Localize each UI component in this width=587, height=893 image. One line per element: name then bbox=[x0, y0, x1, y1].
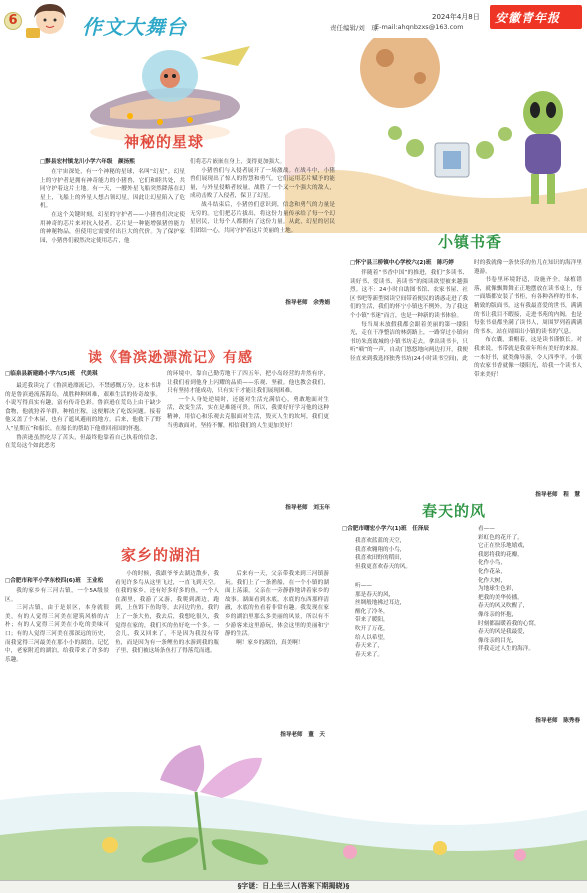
poem-stanza1: 我喜欢蓝蓝的天空， 我喜欢翱翔的小鸟， 我喜欢田野的稻田， 但我更喜欢春天的风。 bbox=[355, 538, 411, 570]
article3-title: 读《鲁滨逊漂流记》有感 bbox=[88, 350, 253, 366]
article2-col1 bbox=[350, 269, 468, 364]
article1-title: 神秘的星球 bbox=[124, 133, 205, 151]
article2-teacher: 指导老师 程 慧 bbox=[535, 492, 580, 498]
article1-para: 在宇宙深处，有一个神秘的星球，名叫“幻星”。幻星上的守护者是拥有神奇能力的小猪兽，它们和睦共处，共同守护着这片土地。有一天，一艘外星飞船突然降落在幻星上，飞船上的外星人想占领幻星，因此让幻星陷入了危机。 bbox=[40, 169, 185, 210]
article1-col2 bbox=[190, 158, 335, 235]
article4-para: 我的家乡有三河古镇，一个5A级景区。 bbox=[5, 588, 109, 603]
article2-title: 小镇书香 bbox=[438, 233, 503, 251]
article3-col2 bbox=[167, 370, 329, 430]
article4-col2 bbox=[115, 570, 219, 656]
article1-para: 战斗结束后，小猪兽们意识到，信念和勇气的力量是无穷的。它们把芯片拔出，将这份力量传承给了每一个幻星居民，让每个人都拥有了这份力量。从此，幻星的居民们团结一心，共同守护着这片美丽的土地。 bbox=[190, 201, 335, 234]
paper-name: 安徽青年报 bbox=[495, 11, 561, 25]
article5-teacher: 指导老师 陈秀春 bbox=[535, 718, 580, 724]
article2-para: 伴随着“书香中国”的推进，我们“多读书、读好书、爱读书、善读书”的阅读欲望被来越强烈。这不：24小时自助图书馆、农家书屋、社区书吧等新型阅读空间带着便民的诱惑走进了我们的生活，我们的怀宁小镇也不例外。为了我这个小镇“书迷”而言，也是一种新的读书体验。 bbox=[350, 270, 468, 319]
article4-byline: □合肥市和平小学东校四(6)班 王业松 bbox=[5, 578, 104, 584]
article2-para: 布衣囊，秉帽着，这是读书谨慎长。对我来说，书带就是我童年所有美好的来源。一本好书，就类像导游，令人四季平。小镇的农家书香就像一缕阳光，给我一个读书人带来美好！ bbox=[474, 337, 582, 378]
article3-para: 最近我读完了《鲁滨逊漂流记》，不禁感慨万分。这本书讲的是鲁滨逊流落海岛，战胜种种困难，艰难生活的传奇故事。小说写得真实有趣，富有传奇色彩。鲁滨逊在荒岛上由于缺少食物，他就狩养羊群，种植庄稼，这便解决了吃饭问题。接着他又盖了个木屋，也有了遮风避雨的地方。后来，他救下了野人“星期五”和船长，在船长的帮助下他重回祖国的怀抱。 bbox=[5, 383, 161, 432]
article1-para: 们将芯片嵌嵌在身上，变得更加强大。 bbox=[190, 159, 286, 165]
article1-teacher: 指导老师 余秀娟 bbox=[285, 300, 330, 306]
article4-col1 bbox=[5, 587, 109, 664]
header-date: 2024年4月8日 bbox=[432, 13, 480, 21]
article4-teacher: 指导老师 董 天 bbox=[280, 732, 325, 738]
article3-teacher: 指导老师 刘玉年 bbox=[285, 505, 330, 511]
section-title: 作文大舞台 bbox=[82, 15, 187, 39]
article4-col3 bbox=[225, 570, 329, 647]
article4-para: 后来有一天，父亲带我来到三河镇游玩。我们上了一条渔船，在一个小镇的湖面上荡漾，父亲在一旁静静地讲着家乡的故事。湖面看到水底，水底的东西那样清澈，水底的鱼看着非常有趣。我发现在家乡的湖泊里那么多美丽的风景，所以有不少游客来这里游玩，体会这里的美丽和宁静的生活。 bbox=[225, 571, 329, 638]
article3-byline: □临泉县新建路小学六(5)班 代美琪 bbox=[5, 371, 98, 377]
article5-title: 春天的风 bbox=[422, 502, 487, 520]
girl-icon bbox=[24, 2, 76, 40]
article4-para: 小的时候，我跟爷爷去湖边散步，我看见许多鸟从这里飞过，一直飞到天空。在我的家乡，还有好多好多的鱼，一个人在湖里，我游了又游，我爬到湖边，跑到，上鱼饵下鱼钩等，去河边钓鱼，我钓上了一条大鱼，我去后，我想吃很久，我觉得在家的，我们买的鱼好吃一个多。一会儿，我又回来了，不是因为我没有带鱼，而是因为有一条鲤鱼的水游到我的瓶子里，我们被这场条鱼打了得落荒而逃。 bbox=[115, 571, 219, 655]
article2-para: 时的我就像一条快乐的鱼儿在知识的海洋里遨游。 bbox=[474, 260, 582, 275]
article4-para: 啊！家乡的湖泊，真美啊！ bbox=[236, 639, 304, 646]
article1-para: 在这个关键时刻，幻星的守护者——小猪兽们决定使用神奇的芯片来对抗入侵者。芯片是一种能增强猪兽能力的神秘物品，但使用它需要付出巨大的代价。为了保护家园，小猪兽们毅然决定使用芯片，他 bbox=[40, 211, 185, 244]
footer-riddle: §字谜：日上坐三人(答案下期揭晓)§ bbox=[237, 882, 350, 890]
article1-para: 小猪兽们与入侵者展开了一场激战。在战斗中，小猪兽们展现出了惊人的智慧和勇气。它们运用芯片赋予的能量，与外星侵略者较量，战胜了一个又一个强大的敌人，成功击败了入侵者，保卫了幻星。 bbox=[190, 167, 335, 200]
article3-para: 一个人身处逆境时，还能对生活充满信心，勇敢地面对生活，改变生活，实在是难能可贵。所以，我要好好学习他的这种精神，用信心和乐观去克服面对生活，毁灭人生的坎坷，我们更当勇敢面对，坚持不懈，相信我们的人生更加美好！ bbox=[167, 396, 329, 429]
article1-col1 bbox=[40, 168, 185, 245]
article2-byline: □怀宁县三桥镇中心学校六(2)班 陈巧婷 bbox=[350, 260, 454, 266]
article1-byline: □黟县宏村镇龙川小学六年级 颜扬熙 bbox=[40, 159, 135, 165]
article4-para: 三河古镇，由于是景区，本身就很美，有的人觉得三河美在建筑风格的古朴；有的人觉得三河美在小吃的美味可口；有的人觉得三河美在那深远的历史，而我觉得三河最美在那小小的湖泊。记忆中，老家附近的湖泊，给我带来了许多的乐趣。 bbox=[5, 605, 109, 663]
flower-illustration bbox=[0, 740, 587, 880]
article3-col1 bbox=[5, 382, 161, 451]
article3-para: 鲁滨逊虽然吃尽了苦头，但最终他靠着自己执着的信念，在荒岛这个如此恶劣 bbox=[5, 434, 161, 450]
poem-stanza2: 听—— 那是春天的风， 丝绸般地拂过耳边， 醒化了冷冬， 带来了暖阳， 吹开了万花， 给人以希望， 春天来了， 春天来了。 bbox=[355, 583, 406, 658]
article5-byline: □合肥市曙宏小学六(1)班 任泽辰 bbox=[342, 526, 430, 532]
article2-para: 书卷里环境舒适，设施齐全。绿植错落，就像飘舞舞正正地摆放在读书桌上，每一面墙都安装了书柜，有各种各样的书本，精致的版面书，这有我最喜爱的世书，满满的书让我目不暇接，走进书苑的内阁，也是每张书桌都坐满了读书人，周围罗列着满满的书本。站在周围出小镇的读书的气息。 bbox=[474, 277, 582, 335]
header-editor: 责任编辑/刘 琼 bbox=[330, 24, 378, 32]
article3-para: 的环境中，靠自己勤劳地干了四五年，把小岛经营的井然有序，让我们看到他身上闪耀的品质——乐观、坚毅。他也教会我们，只有坚持才能成功，只有实干才能让我们展现困难。 bbox=[167, 371, 329, 395]
article2-para: 每当周末放假我都会跟着美丽的第一缕阳光，走在干净整洁的林荫路上，一路穿过小镇向书坊朱熹故城的小镇书坊走去。拿出读书卡，只听“嘀”的一声，自动门悠悠地向两边打开，我便径直来到我选择独秀书坊(24小时读书空间)，此 bbox=[350, 321, 468, 362]
poem-stanza3: 看—— 彩虹色的花开了， 它正在快乐地嬉戏， 我愿将我的花瓣， 化作小鸟， 化作花朵， 化作大树， 为地球生色彩， 把我的美华传播， 春天的风又吹醒了， 像母亲的怀抱， 时刻都温暖着我的心窝， 春天的风是我最爱， 像母亲的目光， 伴我走过人生的海洋。 bbox=[478, 526, 540, 653]
ufo-illustration bbox=[60, 36, 270, 146]
article4-title: 家乡的湖泊 bbox=[121, 546, 202, 564]
article2-col2 bbox=[474, 259, 582, 379]
page-number: 6 bbox=[8, 13, 18, 28]
header-email: E-mail:ahqnbzxs@163.com bbox=[375, 23, 464, 31]
